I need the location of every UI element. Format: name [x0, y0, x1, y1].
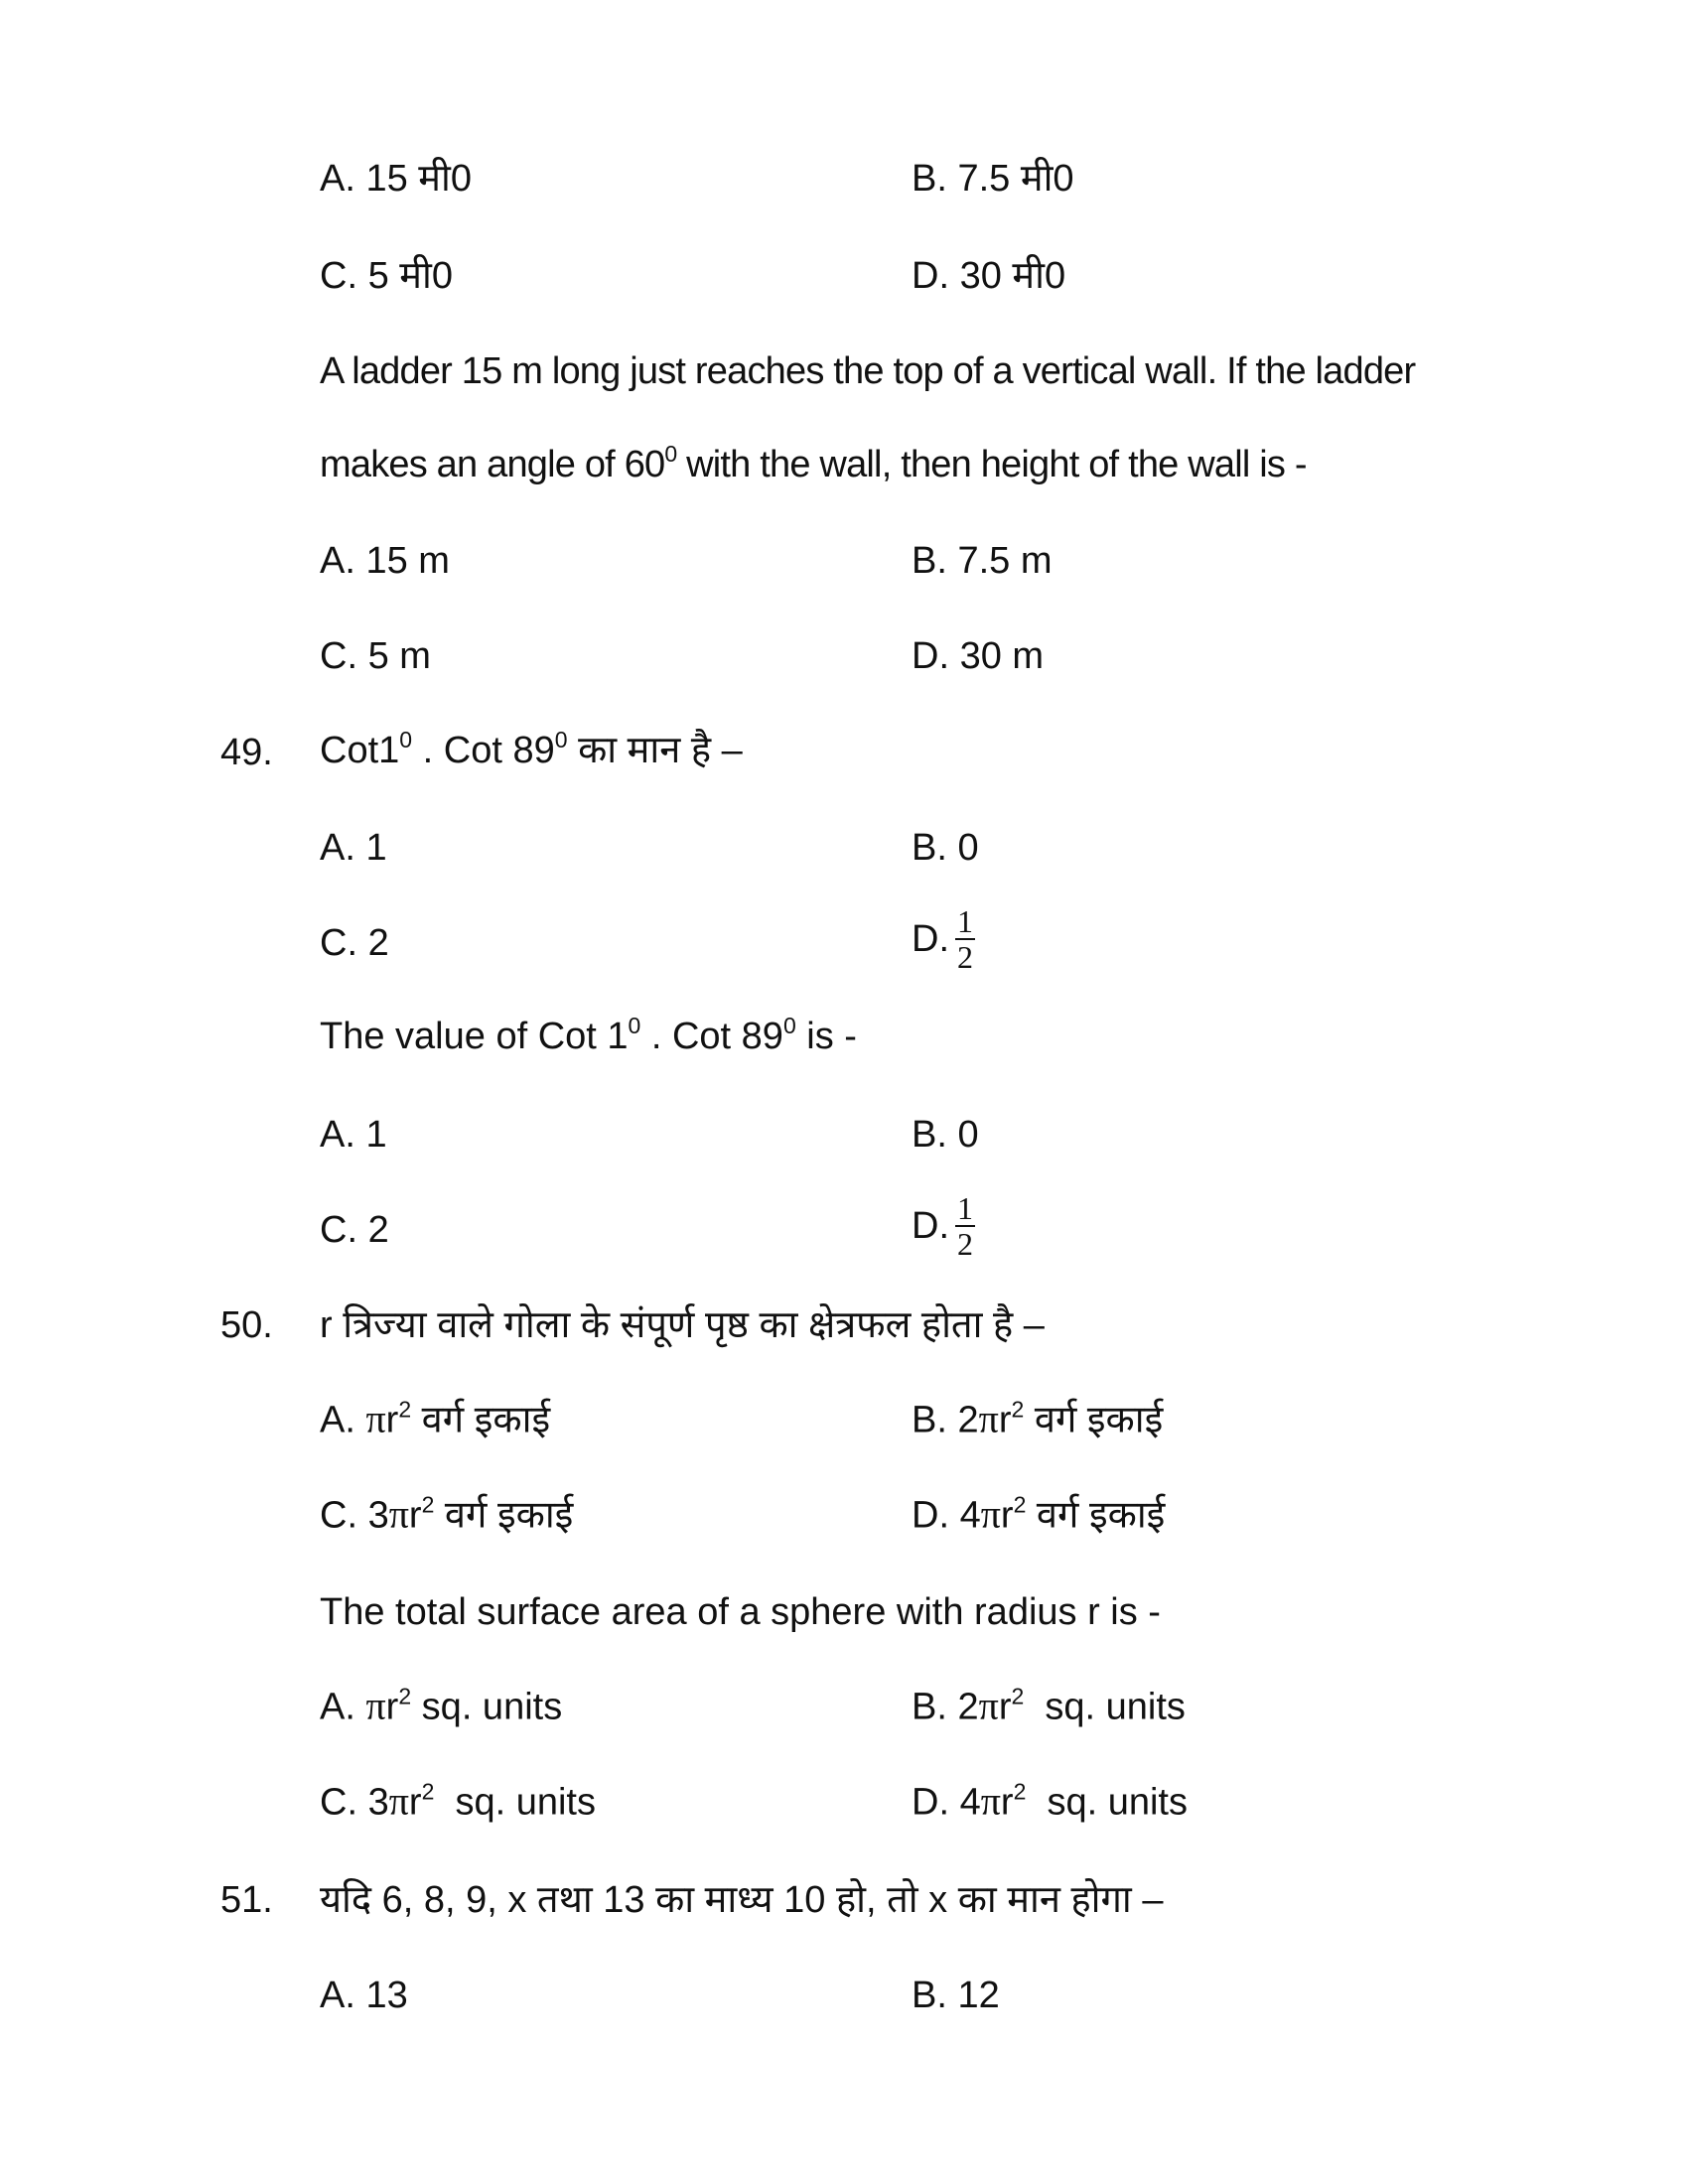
unit: sq. units: [411, 1686, 563, 1728]
q50-hindi-option-d: D. $4\pi r^2$ वर्ग इकाई: [912, 1491, 1166, 1537]
option-label: A.: [320, 158, 355, 200]
unit: sq. units: [1026, 1781, 1188, 1824]
option-label: D.: [912, 1781, 949, 1824]
option-value: 13: [365, 1975, 408, 2016]
option-label: C.: [320, 1209, 357, 1251]
q49-english-option-a: [320, 1113, 387, 1157]
option-value: 0: [957, 1114, 979, 1156]
pi-symbol: π: [978, 1396, 999, 1441]
text-part: . Cot 89: [412, 730, 555, 771]
q48-english-option-c: [320, 634, 431, 678]
option-label: A.: [320, 827, 355, 869]
option-label: D.: [912, 1494, 949, 1537]
option-value: 15 m: [365, 540, 450, 582]
fraction-numerator: 1: [957, 903, 973, 939]
q48-english-option-b: [912, 539, 1053, 583]
option-label: B.: [912, 1399, 947, 1441]
text-part: with the wall, then height of the wall is -: [676, 444, 1307, 485]
option-label: C.: [320, 1494, 357, 1537]
option-label: A.: [320, 1399, 355, 1441]
question-number-51: 51.: [220, 1879, 273, 1921]
q49-english-option-c: [320, 1208, 389, 1252]
option-value: 15 मी0: [365, 158, 472, 200]
q48-hindi-option-d: [912, 254, 1065, 298]
unit: वर्ग इकाई: [1026, 1494, 1166, 1537]
option-label: A.: [320, 540, 355, 582]
fraction-one-half: [955, 904, 975, 974]
text-part: makes an angle of 60: [320, 444, 665, 485]
option-label: B.: [912, 1975, 947, 2016]
q50-english-text: The total surface area of a sphere with radius r is -: [320, 1591, 1161, 1633]
q51-hindi-option-a: [320, 1974, 408, 2017]
coefficient: 3: [367, 1494, 389, 1537]
option-value: 5 m: [367, 635, 431, 677]
square-superscript: 2: [398, 1683, 412, 1709]
option-value: 30 m: [959, 635, 1045, 677]
pi-symbol: π: [388, 1778, 409, 1824]
coefficient: 4: [959, 1494, 981, 1537]
pi-symbol: π: [980, 1778, 1001, 1824]
option-label: A.: [320, 1975, 355, 2016]
q48-english-text-line2: [320, 443, 1307, 490]
option-label: A.: [320, 1686, 355, 1728]
option-label: C.: [320, 922, 357, 964]
option-value: 0: [957, 827, 979, 869]
q50-hindi-option-b: B. $2\pi r^2$ वर्ग इकाई: [912, 1396, 1164, 1441]
option-label: B.: [912, 158, 947, 200]
pi-symbol: π: [365, 1683, 386, 1728]
unit: वर्ग इकाई: [434, 1494, 574, 1537]
square-superscript: 2: [1011, 1396, 1025, 1423]
q50-english-option-a: A. $\pi r^2$ sq. units: [320, 1683, 563, 1728]
option-label: D.: [912, 1205, 949, 1248]
option-value: 12: [957, 1975, 1000, 2016]
option-value: 2: [367, 922, 389, 964]
q50-hindi-option-c: C. $3\pi r^2$ वर्ग इकाई: [320, 1491, 574, 1537]
option-label: D.: [912, 255, 949, 297]
pi-symbol: π: [365, 1396, 386, 1441]
q50-hindi-text: r त्रिज्या वाले गोला के संपूर्ण पृष्ठ का क्षेत्रफल होता है –: [320, 1304, 1045, 1346]
fraction-one-half: [955, 1191, 975, 1261]
square-superscript: 2: [1011, 1683, 1025, 1709]
text-part: is -: [795, 1016, 857, 1057]
option-value: 30 मी0: [959, 255, 1066, 297]
q48-hindi-option-a: [320, 157, 472, 201]
q48-hindi-option-b: [912, 157, 1074, 201]
question-number-49: 49.: [220, 732, 273, 773]
coefficient: 2: [957, 1399, 979, 1441]
fraction-denominator: 2: [957, 939, 973, 975]
q49-hindi-option-a: [320, 826, 387, 870]
option-label: C.: [320, 255, 357, 297]
unit: sq. units: [1024, 1686, 1186, 1728]
coefficient: 3: [367, 1781, 389, 1824]
option-value: 2: [367, 1209, 389, 1251]
q50-english-option-d: D. $4\pi r^2$ sq. units: [912, 1778, 1188, 1824]
q50-hindi-option-a: A. $\pi r^2$ वर्ग इकाई: [320, 1396, 551, 1441]
q49-hindi-text: [320, 729, 743, 776]
option-value: 5 मी0: [367, 255, 453, 297]
q50-english-option-b: B. $2\pi r^2$ sq. units: [912, 1683, 1186, 1728]
coefficient: 4: [959, 1781, 981, 1824]
q48-english-option-a: [320, 539, 450, 583]
q48-english-text-line1: A ladder 15 m long just reaches the top of a vertical wall. If the ladder: [320, 350, 1416, 392]
unit: वर्ग इकाई: [1024, 1399, 1164, 1441]
option-value: 7.5 मी0: [957, 158, 1074, 200]
coefficient: 2: [957, 1686, 979, 1728]
unit: वर्ग इकाई: [411, 1399, 551, 1441]
q48-hindi-option-c: [320, 254, 453, 298]
option-label: B.: [912, 540, 947, 582]
option-label: C.: [320, 1781, 357, 1824]
square-superscript: 2: [1013, 1491, 1027, 1518]
fraction-numerator: 1: [957, 1190, 973, 1226]
q51-hindi-text: यदि 6, 8, 9, x तथा 13 का माध्य 10 हो, तो x का मान होगा –: [320, 1879, 1164, 1921]
degree-superscript: 0: [554, 727, 568, 752]
unit: sq. units: [434, 1781, 596, 1824]
option-label: B.: [912, 1686, 947, 1728]
degree-superscript: 0: [399, 727, 413, 752]
pi-symbol: π: [388, 1491, 409, 1537]
degree-superscript: 0: [628, 1013, 641, 1038]
pi-symbol: π: [980, 1491, 1001, 1537]
option-label: B.: [912, 1114, 947, 1156]
option-value: 7.5 m: [957, 540, 1053, 582]
q50-english-option-c: C. $3\pi r^2$ sq. units: [320, 1778, 596, 1824]
pi-symbol: π: [978, 1683, 999, 1728]
question-number-50: 50.: [220, 1304, 273, 1346]
text-part: Cot1: [320, 730, 400, 771]
option-label: C.: [320, 635, 357, 677]
q51-hindi-option-b: [912, 1974, 1000, 2017]
q49-hindi-option-c: [320, 921, 389, 965]
option-label: D.: [912, 918, 949, 961]
q49-hindi-option-b: [912, 826, 979, 870]
square-superscript: 2: [421, 1778, 435, 1805]
q48-english-option-d: [912, 634, 1044, 678]
square-superscript: 2: [1013, 1778, 1027, 1805]
option-label: D.: [912, 635, 949, 677]
square-superscript: 2: [421, 1491, 435, 1518]
q49-english-option-d: [912, 1190, 975, 1263]
q49-english-text: [320, 1015, 857, 1062]
degree-superscript: 0: [782, 1013, 796, 1038]
fraction-denominator: 2: [957, 1226, 973, 1262]
text-part: The value of Cot 1: [320, 1016, 629, 1057]
degree-superscript: 0: [664, 441, 677, 467]
option-value: 1: [365, 1114, 387, 1156]
square-superscript: 2: [398, 1396, 412, 1423]
option-label: A.: [320, 1114, 355, 1156]
option-label: B.: [912, 827, 947, 869]
q49-english-option-b: [912, 1113, 979, 1157]
q49-hindi-option-d: [912, 903, 975, 976]
option-value: 1: [365, 827, 387, 869]
text-part: का मान है –: [567, 730, 743, 771]
text-part: . Cot 89: [640, 1016, 783, 1057]
